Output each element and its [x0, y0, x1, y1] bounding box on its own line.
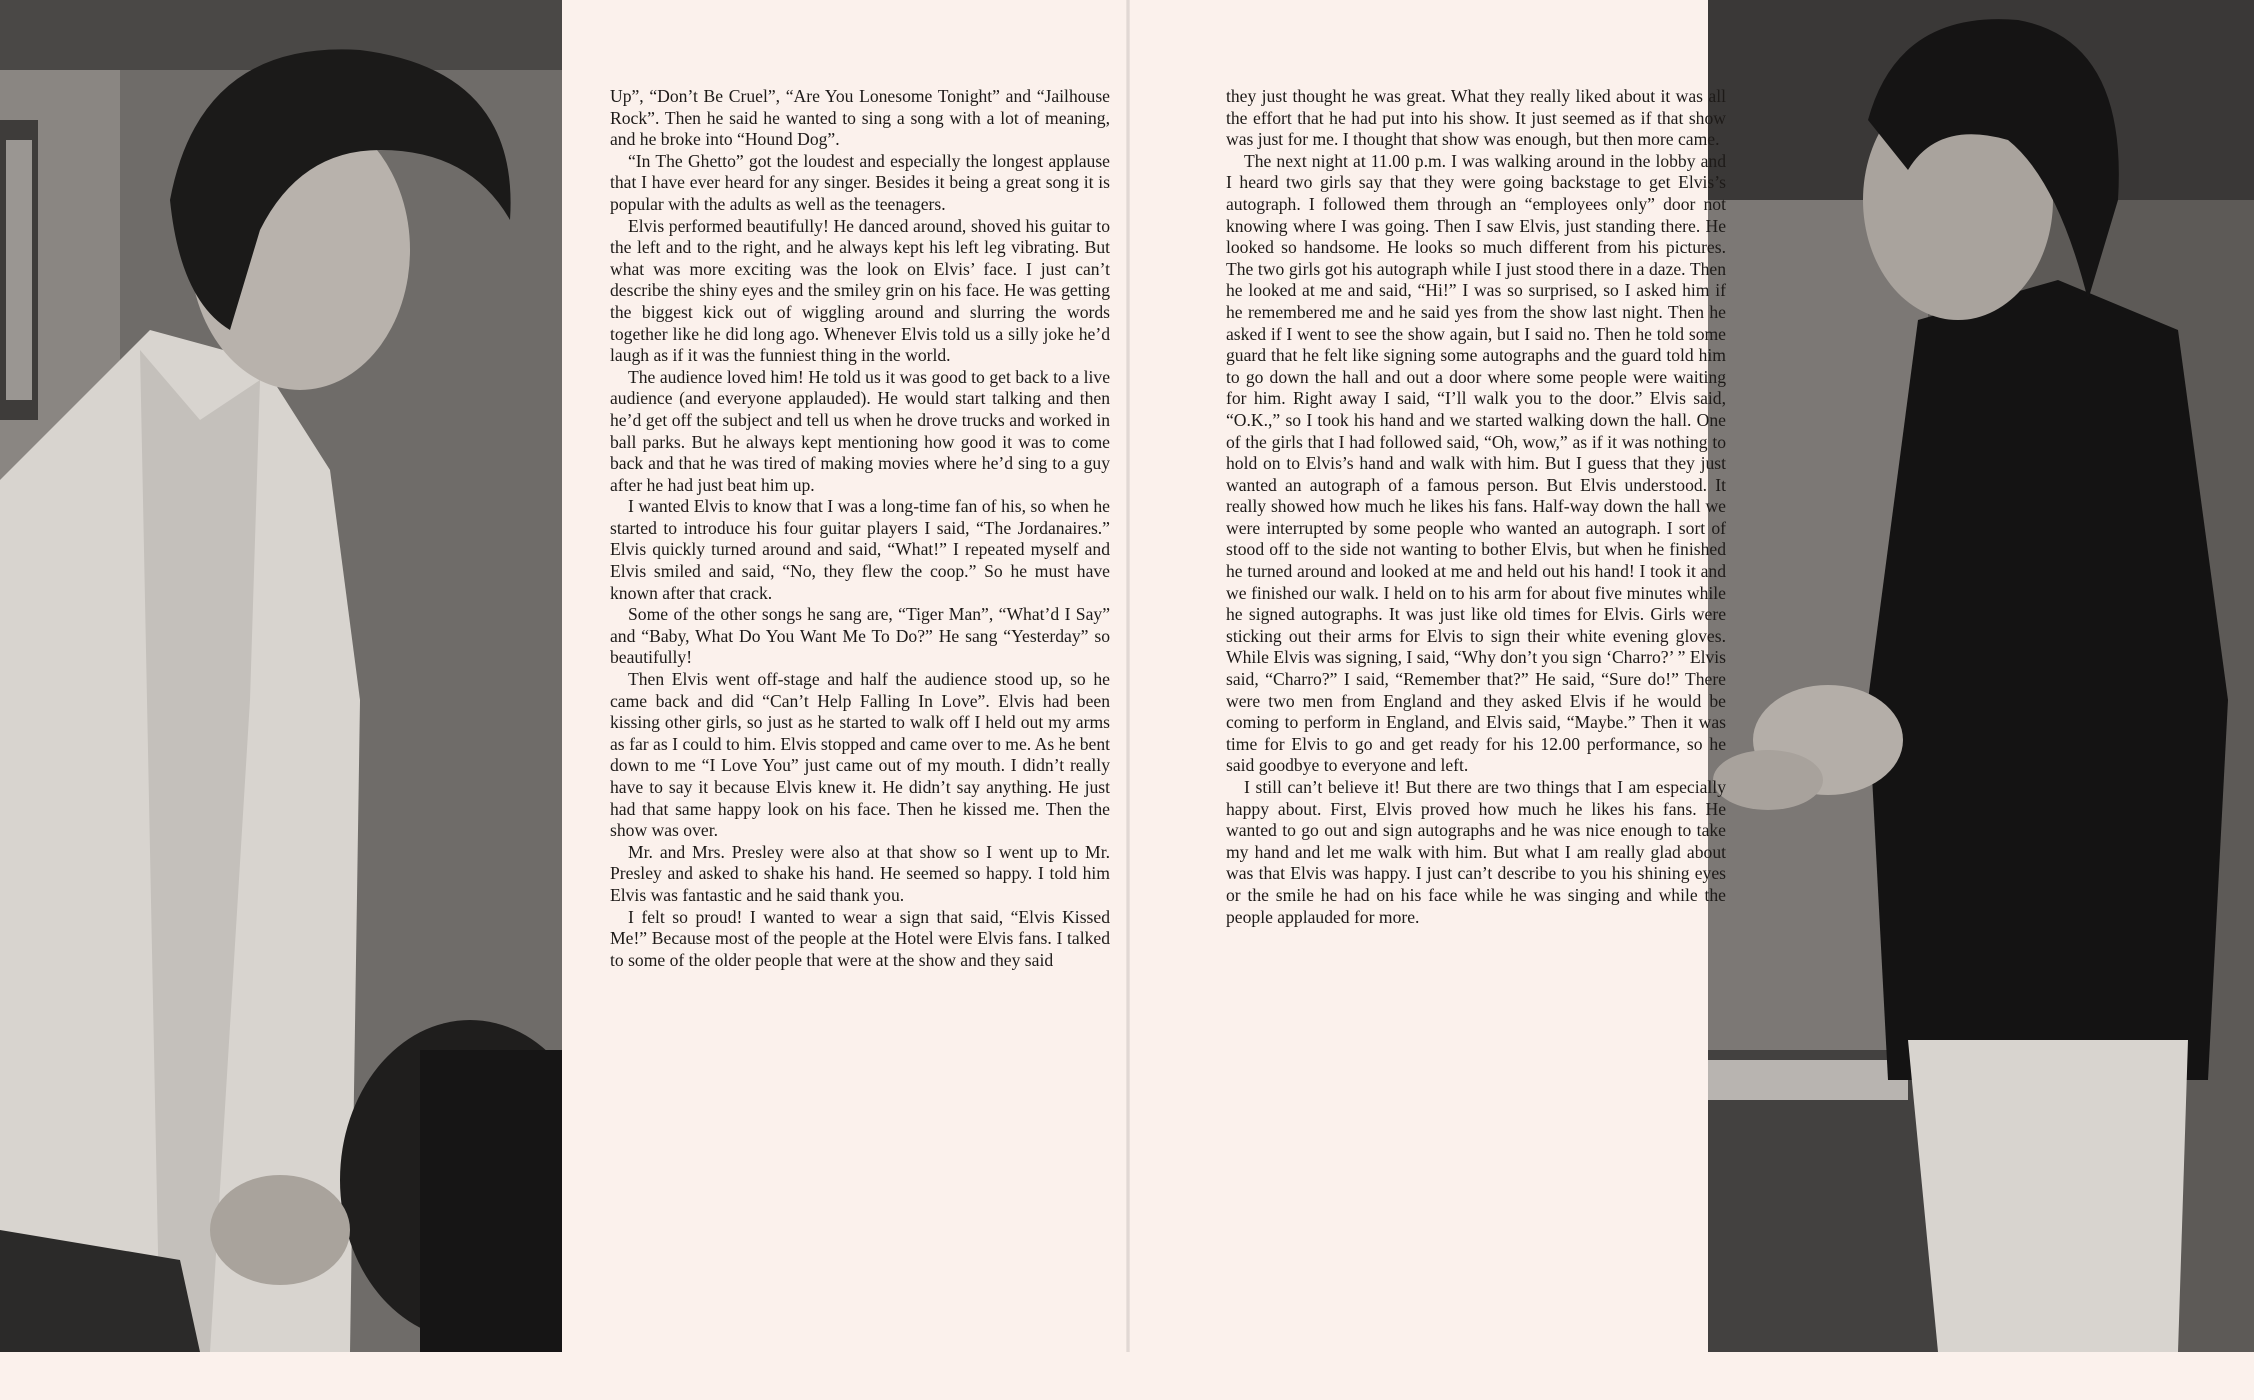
page-bottom-margin: [0, 1352, 2254, 1400]
paragraph: I wanted Elvis to know that I was a long-time fan of his, so when he started to introduce his four guitar players I said, “The Jordanaires.” Elvis quickly turned around and said, “What!” I repeated myself and Elvis smiled and said, “No, they flew the coop.” So he must have known after that crack.: [610, 496, 1110, 603]
article-column-right: [1226, 86, 1726, 928]
photo-elvis-dark-shirt-image: [1708, 0, 2254, 1352]
paragraph: Some of the other songs he sang are, “Tiger Man”, “What’d I Say” and “Baby, What Do You Want Me To Do?” He sang “Yesterday” so beautifully!: [610, 604, 1110, 668]
paragraph: I felt so proud! I wanted to wear a sign that said, “Elvis Kissed Me!” Because most of the people at the Hotel were Elvis fans. I talked to some of the older people that were at the show and they said: [610, 906, 1110, 970]
page-gutter: [1126, 0, 1130, 1400]
paragraph: The audience loved him! He told us it was good to get back to a live audience (and everyone applauded). He would start talking and then he’d get off the subject and tell us when he drove trucks and worked in ball parks. But he always kept mentioning how good it was to come back and that he was tired of making movies where he’d sing to a guy after he had just beat him up.: [610, 366, 1110, 495]
photo-elvis-white-jacket-image: [0, 0, 562, 1352]
paragraph: The next night at 11.00 p.m. I was walking around in the lobby and I heard two girls say that they were going backstage to get Elvis’s autograph. I followed them through an “employees only” door not knowing where I was going. Then I saw Elvis, just standing there. He looked so handsome. He looks so much different from his pictures. The two girls got his autograph while I just stood there in a daze. Then he looked at me and said, “Hi!” I was so surprised, so I asked him if he remembered me and he said yes from the show last night. Then he asked if I went to see the show again, but I said no. Then he told some guard that he felt like signing some autographs and the guard told him to go down the hall and out a door where some people were waiting for him. Right away I said, “I’ll walk you to the door.” Elvis said, “O.K.,” so I took his hand and we started walking down the hall. One of the girls that I had followed said, “Oh, wow,” as if it was nothing to hold on to Elvis’s hand and walk with him. But I guess that they just wanted an autograph of a famous person. But Elvis understood. It really showed how much he likes his fans. Half-way down the hall we were interrupted by some people who wanted an autograph. I sort of stood off to the side not wanting to bother Elvis, but when he finished he turned around and looked at me and held out his hand! I took it and we finished our walk. I held on to his arm for about five minutes while he signed autographs. It was just like old times for Elvis. Girls were sticking out their arms for Elvis to sign their white evening gloves. While Elvis was signing, I said, “Why don’t you sign ‘Charro?’ ” Elvis said, “Charro?” I said, “Remember that?” He said, “Sure do!” There were two men from England and they asked Elvis if he would be coming to perform in England, and Elvis said, “Maybe.” Then it was time for Elvis to go and get ready for his 12.00 performance, so he said goodbye to everyone and left.: [1226, 150, 1726, 776]
paragraph: Up”, “Don’t Be Cruel”, “Are You Lonesome Tonight” and “Jailhouse Rock”. Then he said he wanted to sing a song with a lot of meaning, and he broke into “Hound Dog”.: [610, 86, 1110, 150]
paragraph: they just thought he was great. What they really liked about it was all the effort that he had put into his show. It just seemed as if that show was just for me. I thought that show was enough, but then more came.: [1226, 86, 1726, 150]
paragraph: “In The Ghetto” got the loudest and especially the longest applause that I have ever heard for any singer. Besides it being a great song it is popular with the adults as well as the teenagers.: [610, 150, 1110, 214]
paragraph: I still can’t believe it! But there are two things that I am especially happy about. First, Elvis proved how much he likes his fans. He wanted to go out and sign autographs and he was nice enough to take my hand and let me walk with him. But what I am really glad about was that Elvis was happy. I just can’t describe to you his shining eyes or the smile he had on his face while he was singing and while the people applauded for more.: [1226, 777, 1726, 927]
paragraph: Then Elvis went off-stage and half the audience stood up, so he came back and did “Can’t Help Falling In Love”. Elvis had been kissing other girls, so just as he started to walk off I held out my arms as far as I could to him. Elvis stopped and came over to me. As he bent down to me “I Love You” just came out of my mouth. I didn’t really have to say it because Elvis knew it. He didn’t say anything. He just had that same happy look on his face. Then he kissed me. Then the show was over.: [610, 669, 1110, 841]
paragraph: Mr. and Mrs. Presley were also at that show so I went up to Mr. Presley and asked to shake his hand. He seemed so happy. I told him Elvis was fantastic and he said thank you.: [610, 841, 1110, 905]
article-column-left: [610, 86, 1110, 971]
photo-elvis-dark-shirt: [1708, 0, 2254, 1352]
paragraph: Elvis performed beautifully! He danced around, shoved his guitar to the left and to the right, and he always kept his left leg vibrating. But what was more exciting was the look on Elvis’ face. I just can’t describe the shiny eyes and the smiley grin on his face. He was getting the biggest kick out of wiggling around and slurring the words together like he did long ago. Whenever Elvis told us a silly joke he’d laugh as if it was the funniest thing in the world.: [610, 215, 1110, 366]
photo-elvis-white-jacket: [0, 0, 562, 1352]
